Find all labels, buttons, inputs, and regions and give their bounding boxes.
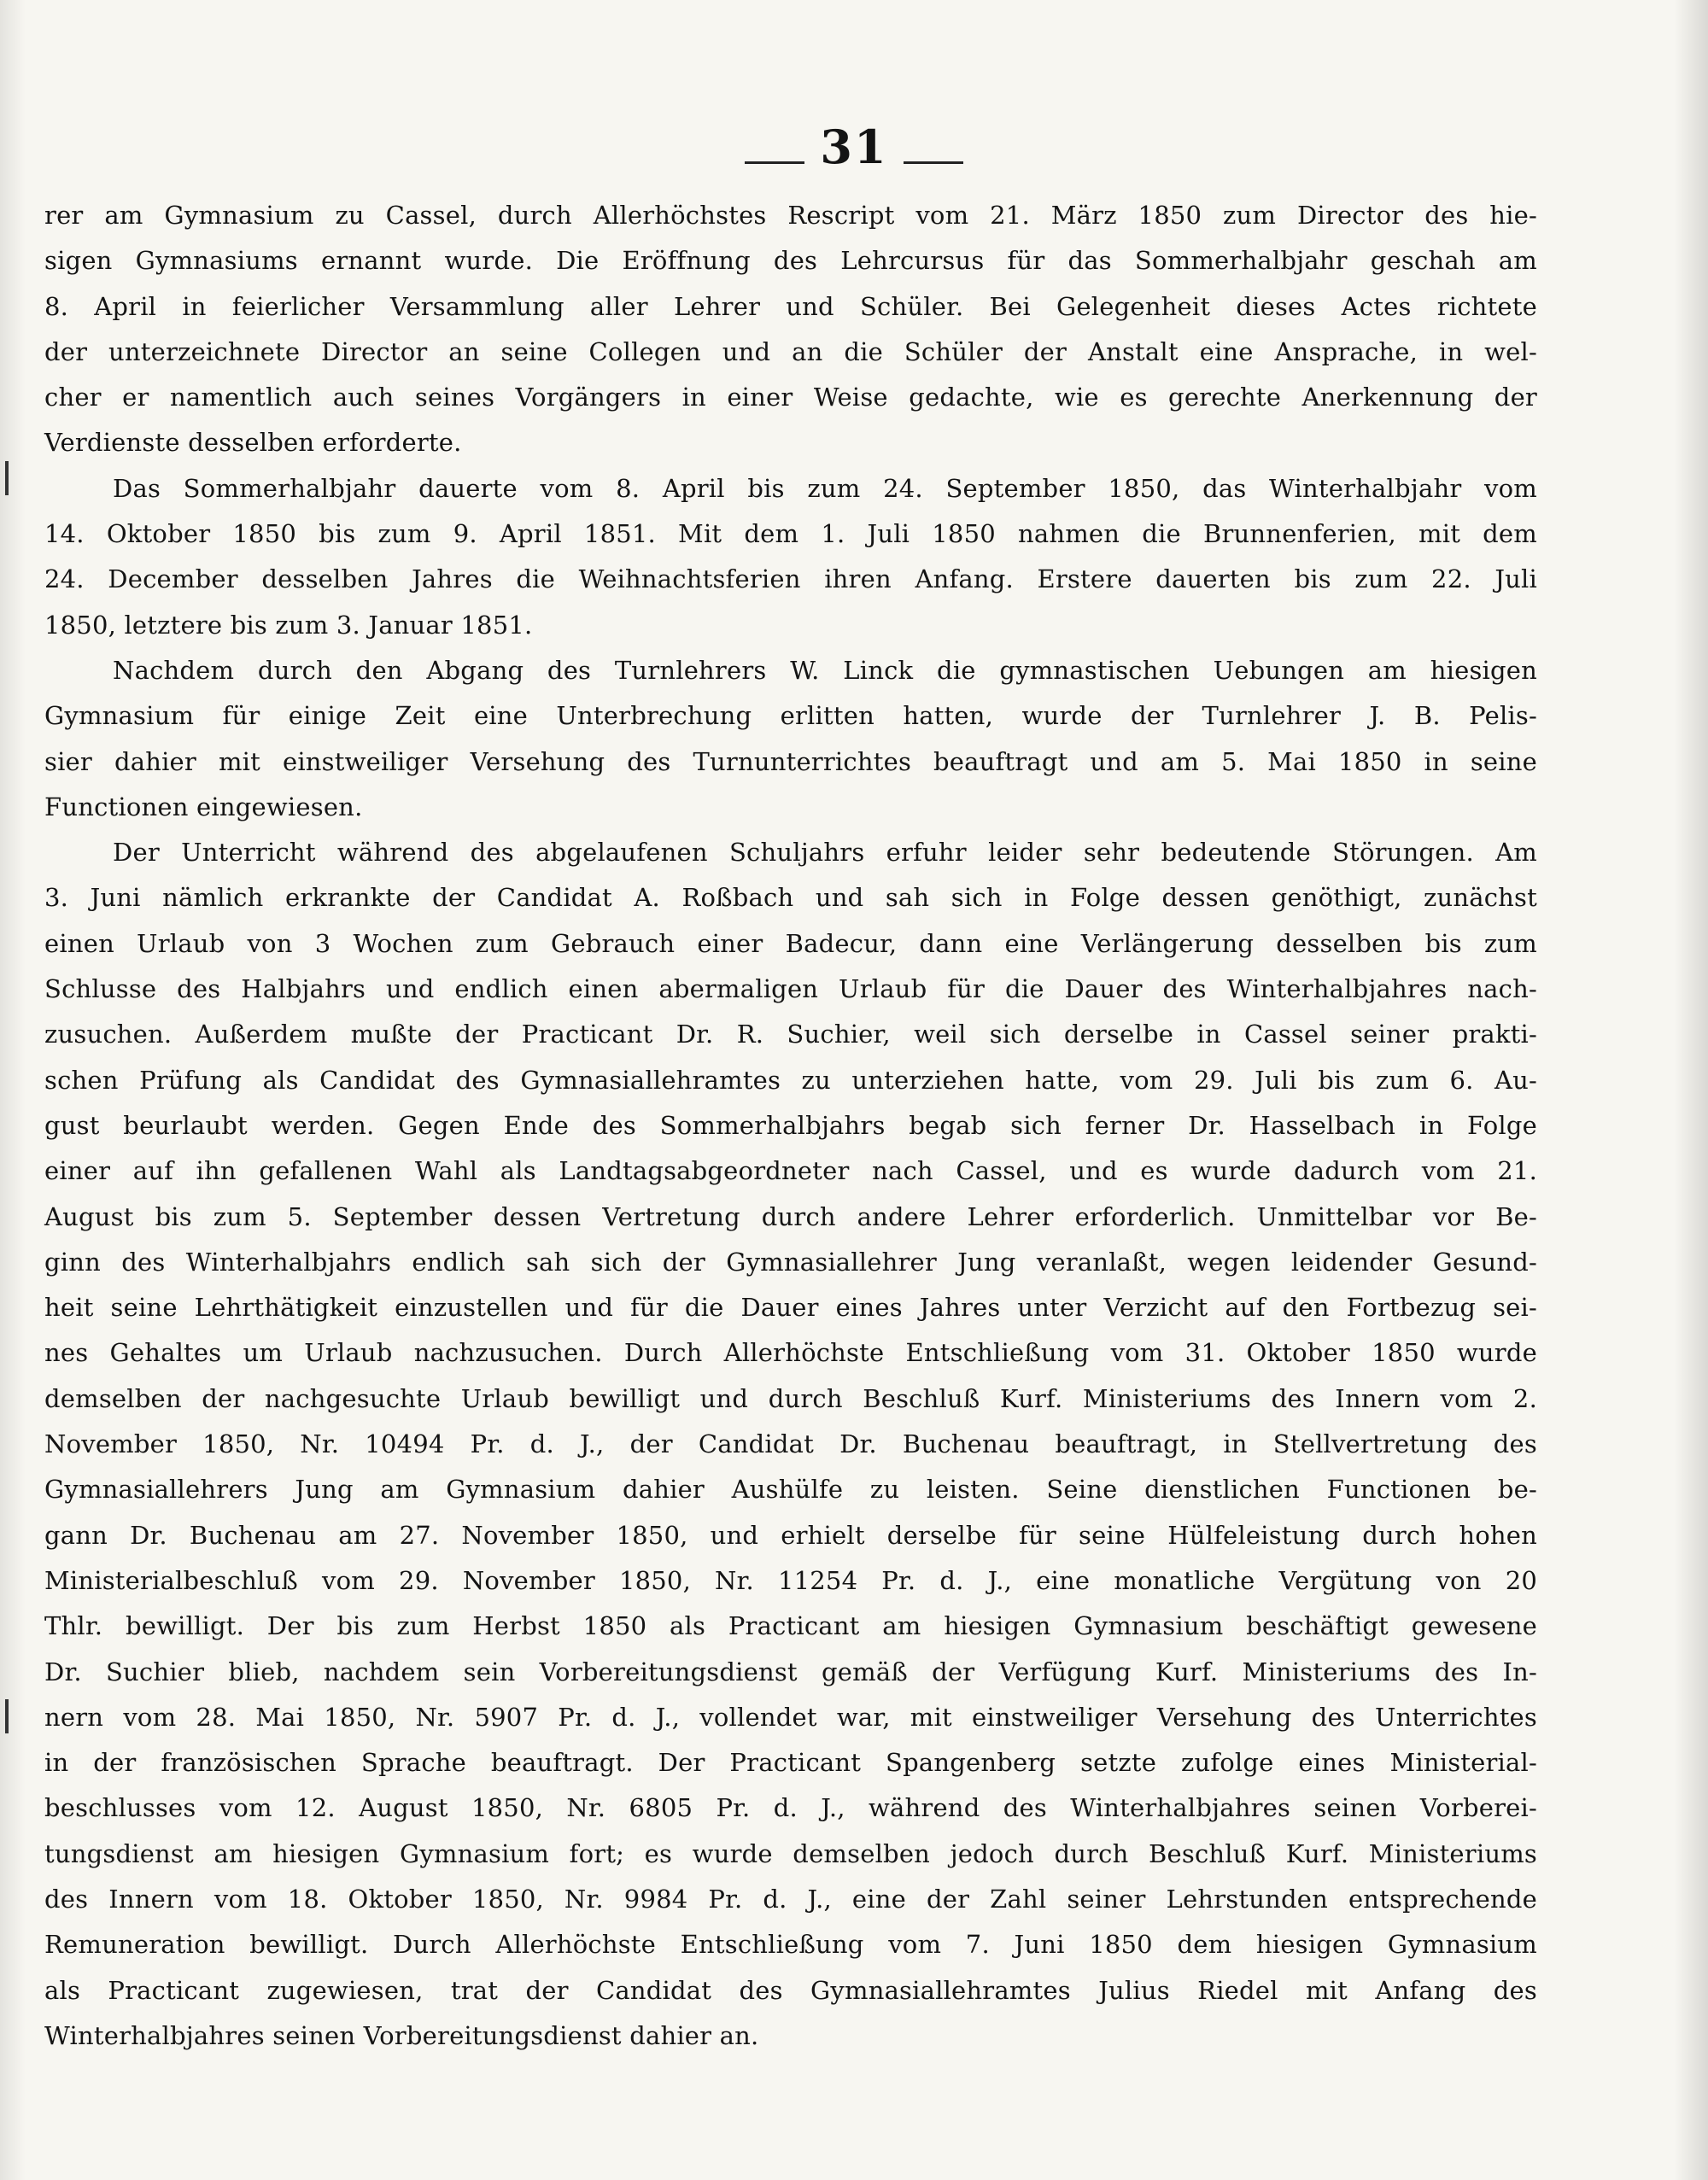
text-line: in der französischen Sprache beauftragt. Der Practicant Spangenberg setzte zufolge eines Ministerial- — [44, 1748, 1537, 1778]
text-line: beschlusses vom 12. August 1850, Nr. 6805 Pr. d. J., während des Winterhalbjahres seinen Vorberei- — [44, 1793, 1537, 1823]
text-line: nern vom 28. Mai 1850, Nr. 5907 Pr. d. J., vollendet war, mit einstweiliger Versehung des Unterrichtes — [44, 1702, 1537, 1732]
text-line: 8. April in feierlicher Versammlung aller Lehrer und Schüler. Bei Gelegenheit dieses Actes richtete — [44, 291, 1537, 321]
margin-mark — [5, 461, 9, 495]
text-line: Functionen eingewiesen. — [44, 792, 363, 821]
text-line: Der Unterricht während des abgelaufenen Schuljahrs erfuhr leider sehr bedeutende Störungen. Am — [113, 838, 1537, 868]
text-line: Das Sommerhalbjahr dauerte vom 8. April bis zum 24. September 1850, das Winterhalbjahr vom — [113, 473, 1537, 503]
text-line: als Practicant zugewiesen, trat der Candidat des Gymnasiallehramtes Julius Riedel mit Anfang des — [44, 1975, 1537, 2005]
header-dash-left — [745, 161, 804, 164]
page-header — [0, 120, 1708, 174]
text-line: schen Prüfung als Candidat des Gymnasiallehramtes zu unterziehen hatte, vom 29. Juli bis zum 6. Au- — [44, 1065, 1537, 1095]
text-line: heit seine Lehrthätigkeit einzustellen und für die Dauer eines Jahres unter Verzicht auf den Fortbezug sei- — [44, 1293, 1537, 1323]
text-line: Verdienste desselben erforderte. — [44, 428, 462, 458]
text-line: Thlr. bewilligt. Der bis zum Herbst 1850 als Practicant am hiesigen Gymnasium beschäftigt gewesene — [44, 1611, 1537, 1641]
text-line: November 1850, Nr. 10494 Pr. d. J., der Candidat Dr. Buchenau beauftragt, in Stellvertretung des — [44, 1429, 1537, 1459]
text-line: demselben der nachgesuchte Urlaub bewilligt und durch Beschluß Kurf. Ministeriums des Innern vom 2. — [44, 1383, 1537, 1413]
text-line: Winterhalbjahres seinen Vorbereitungsdienst dahier an. — [44, 2020, 759, 2050]
text-line: cher er namentlich auch seines Vorgängers in einer Weise gedachte, wie es gerechte Anerkennung der — [44, 383, 1537, 412]
text-line: Gymnasiallehrers Jung am Gymnasium dahier Aushülfe zu leisten. Seine dienstlichen Functionen be- — [44, 1475, 1537, 1505]
header-dash-right — [904, 161, 963, 164]
body-text — [44, 193, 1537, 2059]
text-line: nes Gehaltes um Urlaub nachzusuchen. Durch Allerhöchste Entschließung vom 31. Oktober 1850 wurde — [44, 1338, 1537, 1368]
text-line: rer am Gymnasium zu Cassel, durch Allerhöchstes Rescript vom 21. März 1850 zum Director des hie- — [44, 201, 1537, 230]
text-line: Gymnasium für einige Zeit eine Unterbrechung erlitten hatten, wurde der Turnlehrer J. B. Pelis- — [44, 701, 1537, 731]
text-line: des Innern vom 18. Oktober 1850, Nr. 9984 Pr. d. J., eine der Zahl seiner Lehrstunden entsprechende — [44, 1884, 1537, 1914]
text-line: tungsdienst am hiesigen Gymnasium fort; es wurde demselben jedoch durch Beschluß Kurf. Ministeriums — [44, 1838, 1537, 1868]
text-line: Schlusse des Halbjahrs und endlich einen abermaligen Urlaub für die Dauer des Winterhalbjahres nach- — [44, 974, 1537, 1004]
page-number: 31 — [820, 120, 888, 174]
page-gutter-shadow-left — [0, 0, 26, 2180]
text-line: gust beurlaubt werden. Gegen Ende des Sommerhalbjahrs begab sich ferner Dr. Hasselbach in Folge — [44, 1110, 1537, 1140]
text-line: einen Urlaub von 3 Wochen zum Gebrauch einer Badecur, dann eine Verlängerung desselben bis zum — [44, 928, 1537, 958]
text-line: ginn des Winterhalbjahrs endlich sah sich der Gymnasiallehrer Jung veranlaßt, wegen leidender Gesund- — [44, 1247, 1537, 1277]
text-line: sier dahier mit einstweiliger Versehung des Turnunterrichtes beauftragt und am 5. Mai 1850 in seine — [44, 746, 1537, 776]
text-line: Ministerialbeschluß vom 29. November 1850, Nr. 11254 Pr. d. J., eine monatliche Vergütung von 20 — [44, 1565, 1537, 1595]
text-line: 1850, letztere bis zum 3. Januar 1851. — [44, 610, 533, 640]
text-line: 3. Juni nämlich erkrankte der Candidat A. Roßbach und sah sich in Folge dessen genöthigt, zunächst — [44, 883, 1537, 913]
text-line: der unterzeichnete Director an seine Collegen und an die Schüler der Anstalt eine Ansprache, in wel- — [44, 336, 1537, 366]
text-line: 24. December desselben Jahres die Weihnachtsferien ihren Anfang. Erstere dauerten bis zum 22. Juli — [44, 564, 1537, 594]
text-line: Nachdem durch den Abgang des Turnlehrers W. Linck die gymnastischen Uebungen am hiesigen — [113, 655, 1537, 685]
page-gutter-shadow-right — [1674, 0, 1708, 2180]
text-line: Remuneration bewilligt. Durch Allerhöchste Entschließung vom 7. Juni 1850 dem hiesigen Gymnasium — [44, 1930, 1537, 1960]
text-line: zusuchen. Außerdem mußte der Practicant Dr. R. Suchier, weil sich derselbe in Cassel seiner prakti- — [44, 1020, 1537, 1049]
text-line: 14. Oktober 1850 bis zum 9. April 1851. Mit dem 1. Juli 1850 nahmen die Brunnenferien, mit dem — [44, 519, 1537, 549]
text-line: gann Dr. Buchenau am 27. November 1850, und erhielt derselbe für seine Hülfeleistung durch hohen — [44, 1520, 1537, 1550]
text-line: Dr. Suchier blieb, nachdem sein Vorbereitungsdienst gemäß der Verfügung Kurf. Ministeriums des In- — [44, 1657, 1537, 1686]
text-line: August bis zum 5. September dessen Vertretung durch andere Lehrer erforderlich. Unmittelbar vor Be- — [44, 1201, 1537, 1231]
margin-mark — [5, 1699, 9, 1733]
text-line: einer auf ihn gefallenen Wahl als Landtagsabgeordneter nach Cassel, und es wurde dadurch vom 21. — [44, 1156, 1537, 1186]
text-line: sigen Gymnasiums ernannt wurde. Die Eröffnung des Lehrcursus für das Sommerhalbjahr geschah am — [44, 246, 1537, 276]
